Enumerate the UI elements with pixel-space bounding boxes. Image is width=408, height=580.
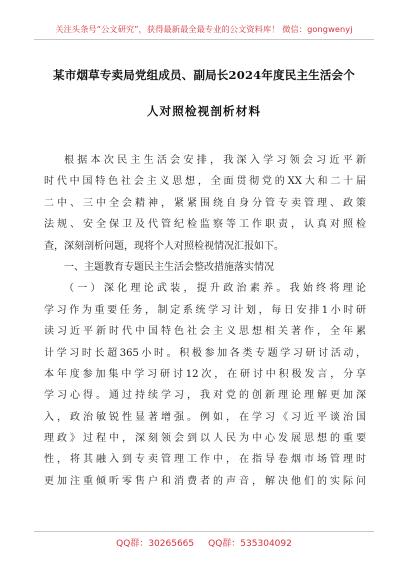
- footer-qq-group-2: QQ群：535304092: [208, 539, 292, 549]
- document-title-line-2: 人对照检视剖析材料: [146, 104, 262, 118]
- body-line: 学习作为重要任务，制定系统学习计划，每日安排1小时研: [44, 304, 366, 316]
- document-title-line-1: 某市烟草专卖局党组成员、副局长2024年度民主生活会个: [53, 68, 355, 82]
- body-line: 学习心得。通过持续学习，我对党的创新理论理解更加深: [44, 390, 366, 402]
- body-line: 法规、安全保卫及代管纪检监察等工作职责，认真对照检: [44, 219, 366, 231]
- body-line: 查，深刻剖析问题，现将个人对照检视情况汇报如下。: [44, 240, 284, 252]
- header-promo-note: 关注头条号“公文研究”，获得最新最全最专业的公文资料库！ 微信：gongwenyj: [55, 24, 353, 34]
- body-line: （一）深化理论武装，提升政治素养。我始终将理论: [64, 283, 366, 295]
- body-line: 理政》过程中，深刻领会到以人民为中心发展思想的重要: [44, 433, 366, 445]
- footer-contact: [0, 536, 408, 549]
- footer-qq-group-1: QQ群：30265665: [116, 539, 195, 549]
- body-line: 计学习时长超365小时。积极参加各类专题学习研讨活动，: [44, 347, 366, 359]
- body-line: 更加注重倾听零售户和消费者的声音，解决他们的实际问: [44, 475, 366, 487]
- document-body: [44, 150, 366, 492]
- body-line: 时代中国特色社会主义思想，全面贯彻党的XX大和二十届: [44, 176, 366, 188]
- body-line: 入，政治敏锐性显著增强。例如，在学习《习近平谈治国: [44, 411, 366, 423]
- header-divider: [34, 39, 374, 40]
- body-line: 性，将其融入到专卖管理工作中，在指导卷烟市场管理时: [44, 454, 366, 466]
- body-line: 根据本次民主生活会安排，我深入学习领会习近平新: [64, 155, 366, 166]
- body-line: 读习近平新时代中国特色社会主义思想相关著作，全年累: [44, 326, 366, 338]
- body-line: 本年度参加集中学习研讨12次，在研讨中积极发言，分享: [44, 368, 366, 380]
- footer-divider: [34, 531, 374, 532]
- section-heading: 一、主题教育专题民主生活会整改措施落实情况: [64, 261, 274, 273]
- body-line: 二中、三中全会精神，紧紧围绕自身分管专卖管理、政策: [44, 197, 366, 209]
